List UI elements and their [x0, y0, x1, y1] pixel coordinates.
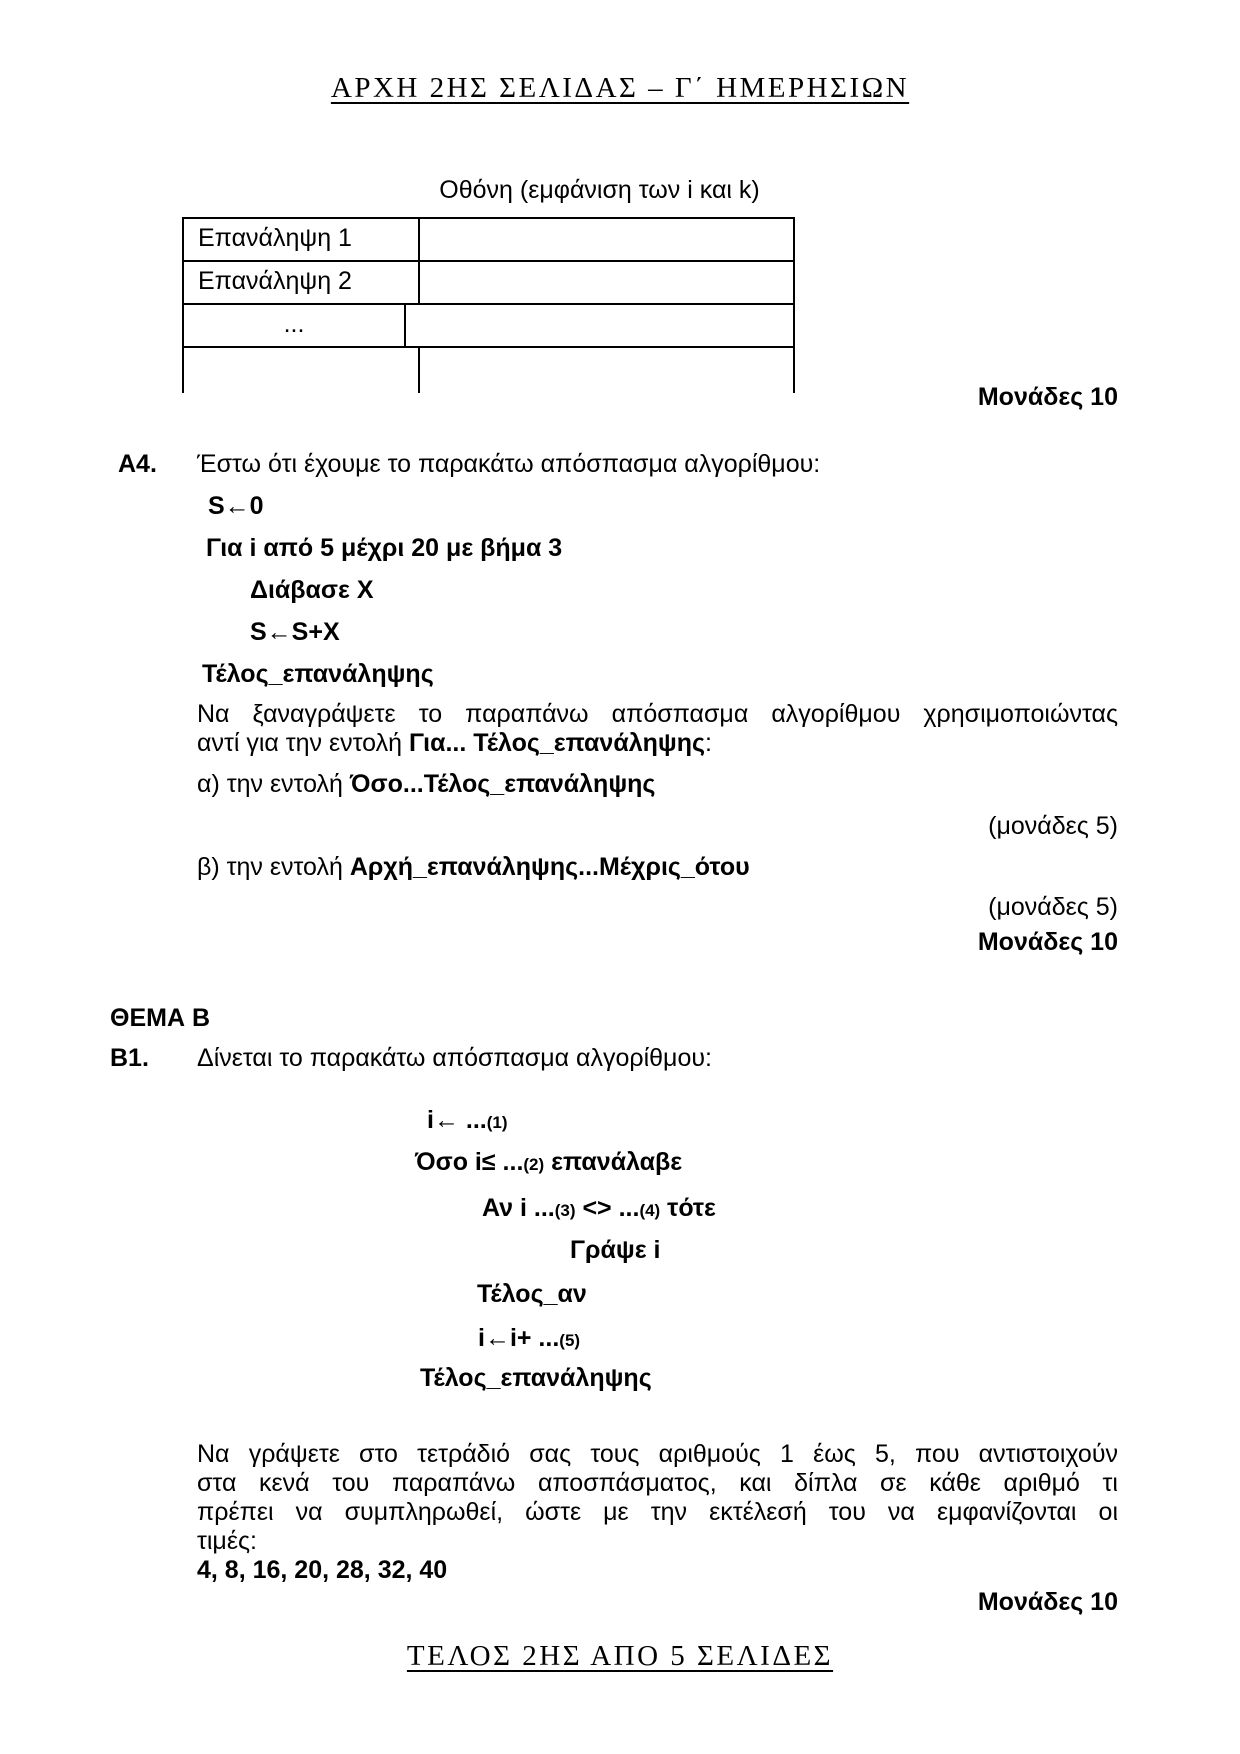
- b1-values-line: 4, 8, 16, 20, 28, 32, 40: [197, 1556, 448, 1584]
- b1-task-line: πρέπει να συμπληρωθεί, ώστε με την εκτέλεσή του να εμφανίζονται οι: [197, 1498, 1118, 1526]
- b1-code-line: [570, 1236, 660, 1265]
- a4-code-line: Για i από 5 μέχρι 20 με βήμα 3: [206, 534, 563, 562]
- table-row: [184, 348, 793, 393]
- blank-number-marker: (4): [639, 1201, 661, 1220]
- b1-code-line: [427, 1106, 508, 1135]
- a4-task-line2-post: :: [704, 729, 712, 757]
- blank-number-marker: (5): [559, 1331, 581, 1350]
- a4-task-line2: [197, 729, 712, 758]
- points-a4: Μονάδες 10: [977, 928, 1118, 956]
- table-caption: Οθόνη (εμφάνιση των i και k): [439, 176, 760, 204]
- page-footer: ΤΕΛΟΣ 2ΗΣ ΑΠΟ 5 ΣΕΛΙΔΕΣ: [406, 1640, 834, 1672]
- code-text: <> ...: [575, 1194, 640, 1222]
- points-b1: Μονάδες 10: [977, 1588, 1118, 1616]
- table-row-label: [184, 348, 420, 393]
- code-text: Τέλος_αν: [477, 1280, 587, 1308]
- table-row-screen-cell: [406, 305, 793, 346]
- page-header: ΑΡΧΗ 2ΗΣ ΣΕΛΙΔΑΣ – Γ΄ ΗΜΕΡΗΣΙΩΝ: [330, 72, 910, 104]
- table-row: [184, 305, 793, 348]
- b1-task-paragraph: [197, 1440, 1118, 1556]
- table-row-screen-cell: [420, 219, 793, 260]
- b1-code-line: [420, 1364, 652, 1393]
- a4-code-line: S←S+X: [250, 618, 340, 646]
- table-row: [184, 219, 793, 262]
- a4-code-line: S←0: [208, 492, 264, 520]
- b1-task-line: στα κενά του παραπάνω αποσπάσματος, και δίπλα σε κάθε αριθμό τι: [197, 1469, 1118, 1497]
- a4-item-a-bold: Όσο...Τέλος_επανάληψης: [349, 770, 656, 798]
- b1-code-line: [415, 1148, 682, 1177]
- a4-item-b-bold: Αρχή_επανάληψης...Μέχρις_ότου: [349, 853, 750, 881]
- a4-item-a: [197, 770, 655, 799]
- a4-item-a-pre: α) την εντολή: [197, 770, 350, 798]
- table-row-screen-cell: [420, 262, 793, 303]
- table-row-label: Επανάληψη 1: [184, 219, 420, 260]
- b1-code-line: [482, 1194, 716, 1223]
- b1-code-line: [478, 1324, 580, 1353]
- code-text: Γράψε i: [570, 1236, 661, 1264]
- code-text: Όσο i≤ ...: [415, 1148, 524, 1176]
- b1-task-line: Να γράψετε στο τετράδιό σας τους αριθμούς 1 έως 5, που αντιστοιχούν: [197, 1440, 1118, 1468]
- question-a4-label: Α4.: [118, 450, 157, 478]
- a4-item-b: [197, 853, 750, 882]
- b1-intro: Δίνεται το παρακάτω απόσπασμα αλγορίθμου:: [197, 1044, 712, 1072]
- blank-number-marker: (2): [523, 1155, 545, 1174]
- screen-table: [182, 217, 795, 393]
- code-text: τότε: [660, 1194, 716, 1222]
- points-screen-table: Μονάδες 10: [977, 383, 1118, 411]
- a4-item-b-pre: β) την εντολή: [197, 853, 350, 881]
- code-text: Τέλος_επανάληψης: [420, 1364, 652, 1392]
- a4-intro: Έστω ότι έχουμε το παρακάτω απόσπασμα αλγορίθμου:: [197, 450, 821, 478]
- a4-code-line: Διάβασε Χ: [250, 576, 374, 604]
- table-row-label: Επανάληψη 2: [184, 262, 420, 303]
- blank-number-marker: (3): [554, 1201, 576, 1220]
- b1-code-line: [477, 1280, 587, 1309]
- code-text: επανάλαβε: [544, 1148, 683, 1176]
- code-text: Αν i ...: [482, 1194, 555, 1222]
- a4-code-line: Τέλος_επανάληψης: [202, 660, 434, 688]
- table-row: [184, 262, 793, 305]
- a4-task-line1: Να ξαναγράψετε το παραπάνω απόσπασμα αλγορίθμου χρησιμοποιώντας: [197, 700, 1118, 728]
- question-b1-label: Β1.: [110, 1044, 149, 1072]
- table-row-label: ...: [184, 305, 406, 346]
- code-text: i←i+ ...: [478, 1324, 560, 1352]
- b1-task-line: τιμές:: [197, 1527, 257, 1555]
- a4-item-a-points: (μονάδες 5): [988, 812, 1118, 840]
- table-row-screen-cell: [420, 348, 793, 393]
- a4-item-b-points: (μονάδες 5): [988, 893, 1118, 921]
- blank-number-marker: (1): [486, 1113, 508, 1132]
- theme-b-heading: ΘΕΜΑ Β: [110, 1004, 210, 1032]
- code-text: i← ...: [427, 1106, 487, 1134]
- a4-task-line2-pre: αντί για την εντολή: [197, 729, 409, 757]
- a4-task-line2-bold: Για... Τέλος_επανάληψης: [408, 729, 705, 757]
